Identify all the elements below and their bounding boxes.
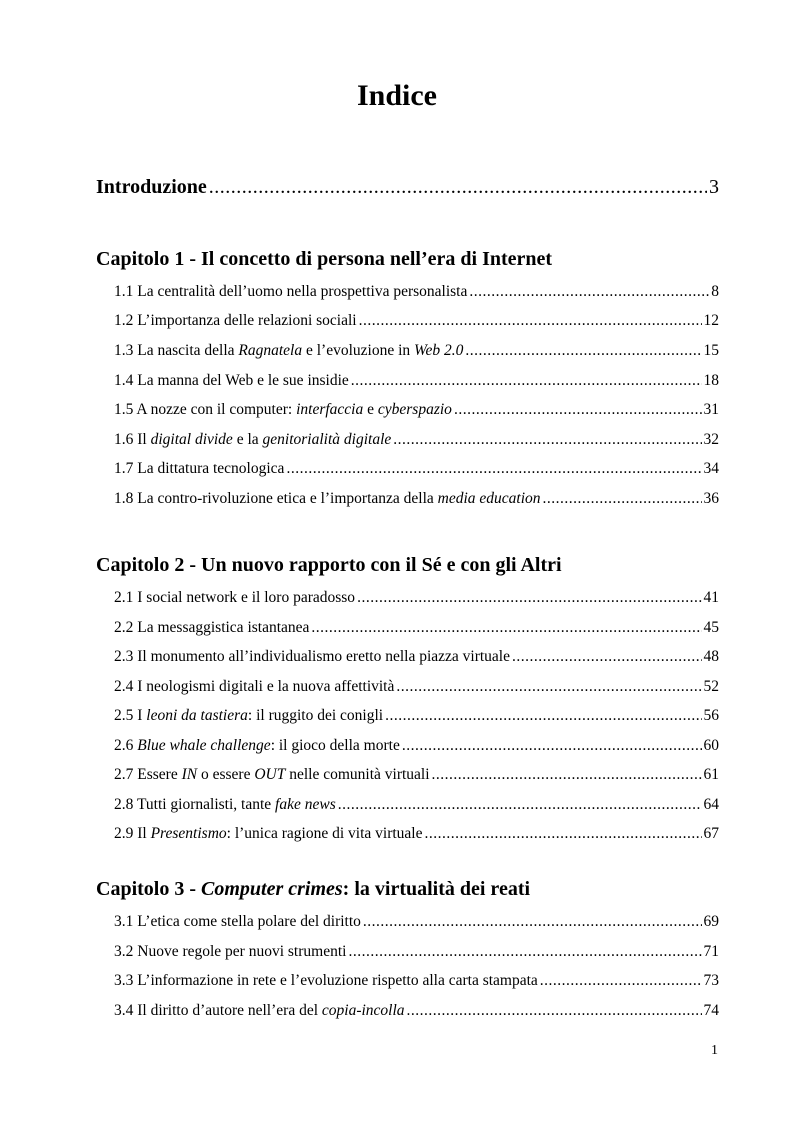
toc-entry-page: 48 — [703, 648, 719, 665]
toc-entry-page: 36 — [703, 490, 719, 507]
toc-entry-2-3[interactable] — [114, 647, 719, 667]
dot-leader — [363, 912, 702, 932]
toc-entry-1-8[interactable] — [114, 489, 719, 509]
toc-entry-1-5[interactable] — [114, 400, 719, 420]
dot-leader — [512, 647, 702, 667]
toc-entry-label: 2.7 Essere IN o essere OUT nelle comunità virtuali — [114, 766, 430, 783]
dot-leader — [359, 311, 702, 331]
toc-entry-label: 2.8 Tutti giornalisti, tante fake news — [114, 796, 336, 813]
toc-entry-page: 56 — [703, 707, 719, 724]
dot-leader — [465, 341, 701, 361]
toc-entry-3-2[interactable] — [114, 942, 719, 962]
toc-entry-3-3[interactable] — [114, 971, 719, 991]
chapter-2-title[interactable] — [96, 552, 562, 578]
toc-entry-2-9[interactable] — [114, 824, 719, 844]
toc-entry-label: 1.6 Il digital divide e la genitorialità digitale — [114, 431, 392, 448]
toc-entry-label: 2.6 Blue whale challenge: il gioco della morte — [114, 737, 400, 754]
toc-entry-1-1[interactable] — [114, 282, 719, 302]
toc-introduction-page: 3 — [709, 176, 719, 198]
dot-leader — [396, 677, 701, 697]
dot-leader — [351, 371, 702, 391]
toc-entry-label: 3.1 L’etica come stella polare del diritto — [114, 913, 361, 930]
toc-entry-1-3[interactable] — [114, 341, 719, 361]
dot-leader — [393, 430, 701, 450]
toc-entry-page: 60 — [703, 737, 719, 754]
dot-leader — [454, 400, 702, 420]
toc-introduction[interactable] — [96, 174, 719, 200]
toc-entry-2-7[interactable] — [114, 765, 719, 785]
toc-entry-label: 1.2 L’importanza delle relazioni sociali — [114, 312, 357, 329]
toc-entry-page: 45 — [703, 619, 719, 636]
toc-entry-page: 41 — [703, 589, 719, 606]
toc-entry-1-2[interactable] — [114, 311, 719, 331]
page-title: Indice — [356, 79, 437, 112]
toc-entry-page: 32 — [703, 431, 719, 448]
toc-entry-label: 2.9 Il Presentismo: l’unica ragione di vita virtuale — [114, 825, 423, 842]
dot-leader — [543, 489, 702, 509]
toc-entry-2-4[interactable] — [114, 677, 719, 697]
toc-entry-label: 2.4 I neologismi digitali e la nuova affettività — [114, 678, 395, 695]
toc-entry-page: 52 — [703, 678, 719, 695]
toc-introduction-label: Introduzione — [96, 176, 207, 198]
dot-leader — [407, 1001, 702, 1021]
dot-leader — [348, 942, 701, 962]
dot-leader — [432, 765, 702, 785]
toc-entry-3-1[interactable] — [114, 912, 719, 932]
toc-entry-label: 2.1 I social network e il loro paradosso — [114, 589, 356, 606]
dot-leader — [357, 588, 701, 608]
toc-entry-2-5[interactable] — [114, 706, 719, 726]
toc-entry-label: 2.2 La messaggistica istantanea — [114, 619, 310, 636]
toc-entry-page: 12 — [703, 312, 719, 329]
toc-entry-3-4[interactable] — [114, 1001, 719, 1021]
toc-entry-page: 64 — [703, 796, 719, 813]
dot-leader — [469, 282, 709, 302]
chapter-1-title[interactable] — [96, 246, 552, 272]
toc-entry-1-4[interactable] — [114, 371, 719, 391]
toc-entry-label: 1.5 A nozze con il computer: interfaccia e cyberspazio — [114, 401, 452, 418]
toc-entry-label: 3.2 Nuove regole per nuovi strumenti — [114, 943, 347, 960]
toc-entry-label: 2.3 Il monumento all’individualismo eretto nella piazza virtuale — [114, 648, 510, 665]
toc-entry-1-6[interactable] — [114, 430, 719, 450]
dot-leader — [402, 736, 702, 756]
toc-entry-page: 69 — [703, 913, 719, 930]
toc-entry-label: 3.4 Il diritto d’autore nell’era del copia-incolla — [114, 1002, 405, 1019]
toc-entry-page: 73 — [703, 972, 719, 989]
dot-leader — [338, 795, 702, 815]
chapter-3-title[interactable] — [96, 876, 530, 902]
chapter-title-text: Capitolo 2 - Un nuovo rapporto con il Sé e con gli Altri — [96, 554, 562, 576]
toc-entry-page: 15 — [703, 342, 719, 359]
toc-entry-label: 1.4 La manna del Web e le sue insidie — [114, 372, 349, 389]
toc-entry-label: 2.5 I leoni da tastiera: il ruggito dei conigli — [114, 707, 384, 724]
chapter-title-text: Capitolo 3 - Computer crimes: la virtualità dei reati — [96, 878, 531, 900]
toc-entry-2-2[interactable] — [114, 618, 719, 638]
dot-leader — [385, 706, 701, 726]
toc-entry-2-8[interactable] — [114, 795, 719, 815]
toc-entry-page: 18 — [703, 372, 719, 389]
dot-leader — [540, 971, 702, 991]
toc-entry-page: 74 — [703, 1002, 719, 1019]
dot-leader — [209, 174, 707, 200]
toc-entry-page: 71 — [703, 943, 719, 960]
toc-entry-1-7[interactable] — [114, 459, 719, 479]
dot-leader — [425, 824, 702, 844]
page-number: 1 — [711, 1043, 718, 1058]
chapter-title-text: Capitolo 1 - Il concetto di persona nell’era di Internet — [96, 248, 553, 270]
toc-entry-label: 3.3 L’informazione in rete e l’evoluzione rispetto alla carta stampata — [114, 972, 538, 989]
toc-entry-label: 1.1 La centralità dell’uomo nella prospettiva personalista — [114, 283, 468, 300]
dot-leader — [286, 459, 701, 479]
toc-entry-label: 1.3 La nascita della Ragnatela e l’evoluzione in Web 2.0 — [114, 342, 464, 359]
toc-entry-page: 34 — [703, 460, 719, 477]
toc-entry-label: 1.7 La dittatura tecnologica — [114, 460, 285, 477]
dot-leader — [311, 618, 701, 638]
toc-entry-page: 8 — [711, 283, 719, 300]
toc-entry-2-1[interactable] — [114, 588, 719, 608]
toc-entry-page: 61 — [703, 766, 719, 783]
toc-entry-page: 67 — [703, 825, 719, 842]
toc-entry-label: 1.8 La contro-rivoluzione etica e l’importanza della media education — [114, 490, 541, 507]
toc-entry-2-6[interactable] — [114, 736, 719, 756]
toc-entry-page: 31 — [703, 401, 719, 418]
